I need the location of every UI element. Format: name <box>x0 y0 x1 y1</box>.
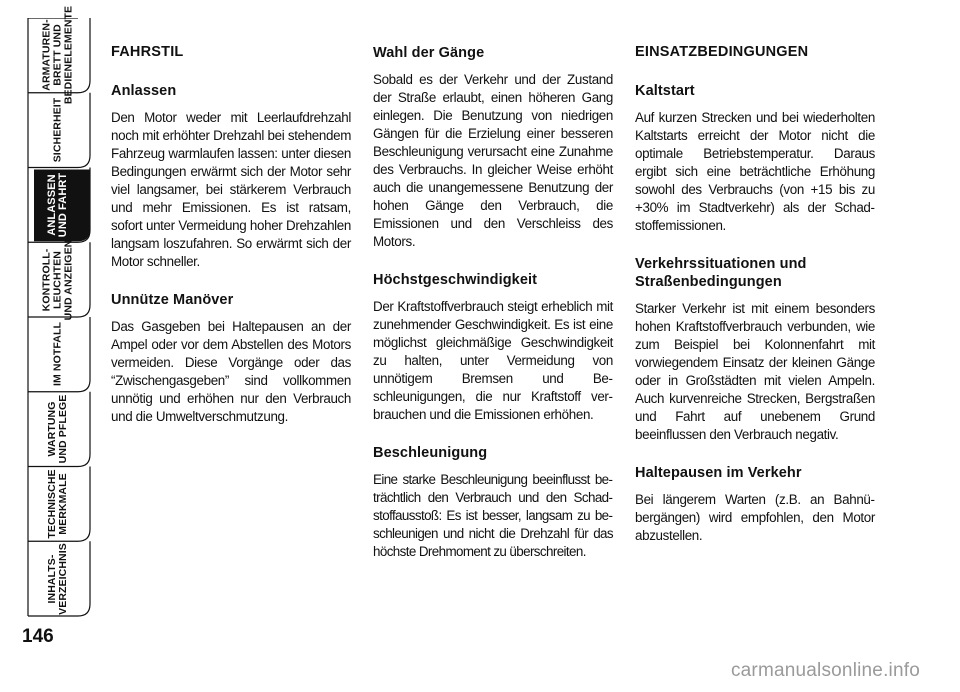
tab-im-notfall[interactable] <box>53 322 64 386</box>
tab-label-line: LEUCHTEN <box>51 250 64 309</box>
heading-beschleunigung: Beschleunigung <box>373 445 488 461</box>
tab-wartung-und-pflege[interactable] <box>47 395 69 464</box>
tab-armaturen-brett-und-bedienelemente[interactable] <box>42 6 75 104</box>
tab-label-line: UND ANZEIGEN <box>62 239 75 320</box>
paragraph-haltepausen: Bei längerem Warten (z.B. an Bahnübergängen) wird empfohlen, den Motor abzustellen. <box>635 492 875 543</box>
heading-verkehrssituationen: Verkehrssituationen und Straßenbedingungen <box>635 256 807 290</box>
tab-label-line: BRETT UND <box>51 24 64 87</box>
paragraph-kaltstart: Auf kurzen Strecken und bei wiederholten Kaltstarts erreicht der Motor nicht die optimale Betriebstemperatur. Daraus ergibt sich eine beträchtliche Erhöhung sowohl des Verbrauchs (von +15 bis zu +30% im Stadtverkehr) als der Schadstoffemissionen. <box>635 110 875 233</box>
paragraph-verkehrssituationen: Starker Verkehr ist mit einem besonders hohen Kraftstoffverbrauch verbunden, wie zum Beispiel bei Kolonnenfahrt mit vorwiegendem Einsatz der kleinen Gänge oder in Großstädten mit vielen Ampeln. Auch kurvenreiche Strecken, Bergstraßen und Fahrt auf unebenem Grund beeinflussen den Verbrauch negativ. <box>635 301 875 442</box>
section-tabs <box>0 6 98 643</box>
heading-wahl-der-gaenge: Wahl der Gänge <box>373 45 485 61</box>
tab-label-line: WARTUNG <box>46 401 58 457</box>
paragraph-wahl-der-gaenge: Sobald es der Verkehr und der Zustand der Straße erlaubt, einen höheren Gang einlegen. Die Benutzung von niedrigen Gängen für die Erzielung einer besseren Beschleunigung verursacht eine Zunahme des Verbrauchs. In gleicher Weise erhöht auch die unangemessene Benutzung der hohen Gänge den Verbrauch, die Emissionen und den Verschleiss des Motors. <box>373 72 613 249</box>
tab-label-line: INHALTS- <box>46 554 58 604</box>
tab-label-line: VERZEICHNIS <box>57 542 69 615</box>
tab-label-line: KONTROLL- <box>40 248 53 311</box>
tab-label-line: MERKMALE <box>57 473 69 535</box>
tab-inhalts-verzeichnis[interactable] <box>47 543 69 615</box>
paragraph-unnuetze-manoever: Das Gasgeben bei Haltepausen an der Ampel oder vor dem Abstellen des Motors vermeiden. Diese Vorgänge oder das “Zwischengasgeben” sind vollkommen unnötig und erhöhen nur den Verbrauch und die Umweltverschmutzung. <box>111 319 351 424</box>
watermark-text: carmanualsonline.info <box>730 660 920 681</box>
heading-anlassen: Anlassen <box>111 83 177 99</box>
paragraph-hoechstgeschwindigkeit: Der Kraftstoffverbrauch steigt erheblich mit zunehmender Geschwindigkeit. Es ist eine möglichst gleichmäßige Geschwindigkeit zu halten, unter Vermeidung von unnötigem Bremsen und Beschleunigungen, die nur Kraftstoff verbrauchen und die Emissionen erhöhen. <box>373 299 613 422</box>
tab-anlassen-und-fahrt[interactable] <box>47 173 69 237</box>
paragraph-beschleunigung: Eine starke Beschleunigung beeinflusst beträchtlich den Verbrauch und den Schadstoffausstoß: Es ist besser, langsam zu beschleunigen und nicht die Drehzahl für das höchste Drehmoment zu überschreiten. <box>373 472 613 559</box>
section-title: FAHRSTIL <box>111 44 184 60</box>
page-number: 146 <box>22 626 54 647</box>
tab-label-line: SICHERHEIT <box>51 97 64 163</box>
heading-haltepausen: Haltepausen im Verkehr <box>635 465 802 481</box>
tab-kontroll-leuchten-und-anzeigen[interactable] <box>42 239 75 320</box>
column-fahrstil <box>111 44 351 446</box>
section-title: EINSATZBEDINGUNGEN <box>635 44 809 60</box>
tab-label-line: ARMATUREN- <box>40 19 53 92</box>
heading-unnuetze-manoever: Unnütze Manöver <box>111 292 234 308</box>
tab-label-line: UND PFLEGE <box>57 394 69 464</box>
tab-label-line: BEDIENELEMENTE <box>62 6 75 105</box>
tab-label-line: ANLASSEN <box>46 174 58 236</box>
tab-label-line: IM NOTFALL <box>51 322 64 387</box>
tab-sicherheit[interactable] <box>53 98 64 163</box>
heading-hoechstgeschwindigkeit: Höchstgeschwindigkeit <box>373 272 538 288</box>
column-einsatzbedingungen <box>635 44 875 565</box>
paragraph-anlassen: Den Motor weder mit Leerlaufdrehzahl noch mit erhöhter Drehzahl bei stehendem Fahrzeug warmlaufen lassen: unter diesen Bedingungen erwärmt sich der Motor sehr viel langsamer, bei stärkerem Verbrauch und mehr Emissionen. Es ist ratsam, sofort unter Vermeidung hoher Drehzahlen langsam loszufahren. So erwärmt sich der Motor schneller. <box>111 110 351 269</box>
tab-label-line: UND FAHRT <box>57 172 69 238</box>
tab-technische-merkmale[interactable] <box>47 469 69 538</box>
column-gaenge <box>373 44 613 581</box>
tab-label-line: TECHNISCHE <box>46 469 58 539</box>
heading-kaltstart: Kaltstart <box>635 83 695 99</box>
